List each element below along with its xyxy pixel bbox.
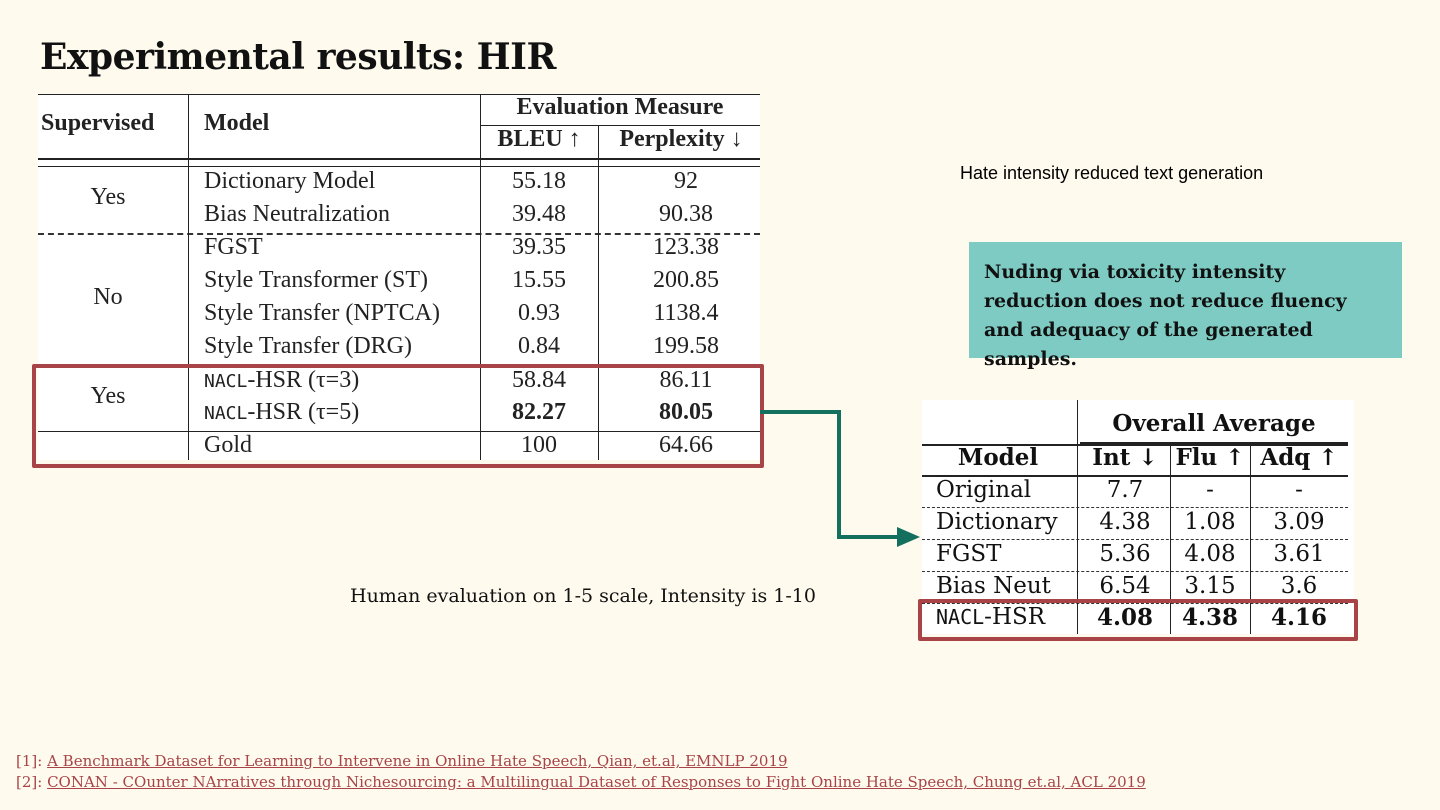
row-model-rest: -HSR bbox=[984, 604, 1046, 630]
row-perplexity: 90.38 bbox=[659, 201, 713, 227]
row-perplexity: 86.11 bbox=[659, 367, 713, 393]
row-bleu: 0.93 bbox=[518, 300, 560, 326]
row-int: 4.08 bbox=[1096, 604, 1154, 631]
row-model: Style Transfer (NPTCA) bbox=[204, 300, 441, 326]
row-model: Bias Neutralization bbox=[204, 201, 390, 227]
row-int: 6.54 bbox=[1099, 573, 1151, 599]
header-rule bbox=[38, 158, 760, 160]
row-model: Dictionary bbox=[936, 509, 1058, 535]
references bbox=[16, 751, 1146, 793]
reference-link[interactable]: A Benchmark Dataset for Learning to Intervene in Online Hate Speech, Qian, et.al, EMNLP 2019 bbox=[47, 752, 788, 770]
row-adq: 3.09 bbox=[1273, 509, 1325, 535]
reference-item bbox=[16, 772, 1146, 793]
row-flu: 4.08 bbox=[1184, 541, 1236, 567]
row-model-mono: NACL bbox=[936, 605, 985, 629]
row-bleu: 100 bbox=[521, 432, 557, 458]
reference-tag: [2]: bbox=[16, 773, 48, 791]
row-divider bbox=[922, 571, 1348, 572]
row-flu: 3.15 bbox=[1184, 573, 1236, 599]
reference-link[interactable]: CONAN - COunter NArratives through Nichesourcing: a Multilingual Dataset of Responses to Fight Online Hate Speech, Chung et.al, ACL 2019 bbox=[47, 773, 1146, 791]
row-adq: 3.6 bbox=[1280, 573, 1318, 599]
row-model: FGST bbox=[936, 541, 1002, 567]
row-model: Gold bbox=[204, 432, 252, 458]
row-model: Original bbox=[936, 477, 1032, 503]
row-model: Style Transfer (DRG) bbox=[204, 333, 412, 359]
row-adq: - bbox=[1295, 477, 1303, 503]
header-model: Model bbox=[204, 110, 270, 136]
row-bleu: 0.84 bbox=[518, 333, 560, 359]
row-model-mono: NACL bbox=[204, 403, 248, 424]
row-perplexity: 1138.4 bbox=[653, 300, 719, 326]
row-model: FGST bbox=[204, 234, 263, 260]
header-overall: Overall Average bbox=[1112, 410, 1316, 437]
row-flu: 4.38 bbox=[1181, 604, 1239, 631]
row-flu: - bbox=[1206, 477, 1214, 503]
reference-tag: [1]: bbox=[16, 752, 48, 770]
header-perplexity: Perplexity ↓ bbox=[619, 126, 743, 152]
row-model-mono: NACL bbox=[204, 371, 248, 392]
row-model: Style Transformer (ST) bbox=[204, 267, 428, 293]
row-divider bbox=[922, 539, 1348, 540]
row-bleu: 15.55 bbox=[512, 267, 566, 293]
row-model-rest: -HSR (τ=3) bbox=[247, 367, 360, 393]
group-label-ours: Yes bbox=[90, 383, 126, 409]
row-perplexity: 200.85 bbox=[653, 267, 719, 293]
header-supervised: Supervised bbox=[41, 110, 155, 136]
row-flu: 1.08 bbox=[1184, 509, 1236, 535]
header-adq: Adq ↑ bbox=[1260, 444, 1338, 471]
row-perplexity: 80.05 bbox=[659, 399, 713, 425]
row-model: Dictionary Model bbox=[204, 168, 376, 194]
row-int: 7.7 bbox=[1106, 477, 1144, 503]
highlight-box-2 bbox=[918, 599, 1358, 641]
row-int: 4.38 bbox=[1099, 509, 1151, 535]
header-bleu: BLEU ↑ bbox=[497, 126, 581, 152]
callout-box: Nuding via toxicity intensity reduction does not reduce fluency and adequacy of the generated samples. bbox=[969, 242, 1402, 358]
row-bleu: 39.35 bbox=[512, 234, 566, 260]
header-rule-double bbox=[38, 166, 760, 167]
arrow-line bbox=[760, 412, 905, 537]
caption-top: Hate intensity reduced text generation bbox=[960, 163, 1264, 183]
group-label-supervised: Yes bbox=[90, 184, 126, 210]
row-bleu: 55.18 bbox=[512, 168, 566, 194]
group-label-unsupervised: No bbox=[93, 284, 123, 310]
header-model: Model bbox=[957, 444, 1039, 471]
reference-item bbox=[16, 751, 1146, 772]
row-perplexity: 92 bbox=[674, 168, 698, 194]
row-bleu: 82.27 bbox=[512, 399, 566, 425]
row-bleu: 39.48 bbox=[512, 201, 566, 227]
slide-title: Experimental results: HIR bbox=[40, 36, 556, 78]
row-model-rest: -HSR (τ=5) bbox=[247, 399, 360, 425]
header-evaluation: Evaluation Measure bbox=[516, 94, 724, 120]
row-adq: 3.61 bbox=[1273, 541, 1325, 567]
header-int: Int ↓ bbox=[1092, 444, 1158, 471]
row-adq: 4.16 bbox=[1270, 604, 1328, 631]
highlight-box bbox=[32, 364, 764, 468]
row-perplexity: 123.38 bbox=[653, 234, 719, 260]
row-perplexity: 64.66 bbox=[659, 432, 713, 458]
row-divider bbox=[922, 507, 1348, 508]
caption-bottom: Human evaluation on 1-5 scale, Intensity is 1-10 bbox=[350, 585, 816, 607]
row-int: 5.36 bbox=[1099, 541, 1151, 567]
row-model: Bias Neut bbox=[936, 573, 1051, 599]
row-perplexity: 199.58 bbox=[653, 333, 719, 359]
header-flu: Flu ↑ bbox=[1175, 444, 1245, 471]
row-bleu: 58.84 bbox=[512, 367, 566, 393]
arrow-head bbox=[897, 527, 920, 547]
